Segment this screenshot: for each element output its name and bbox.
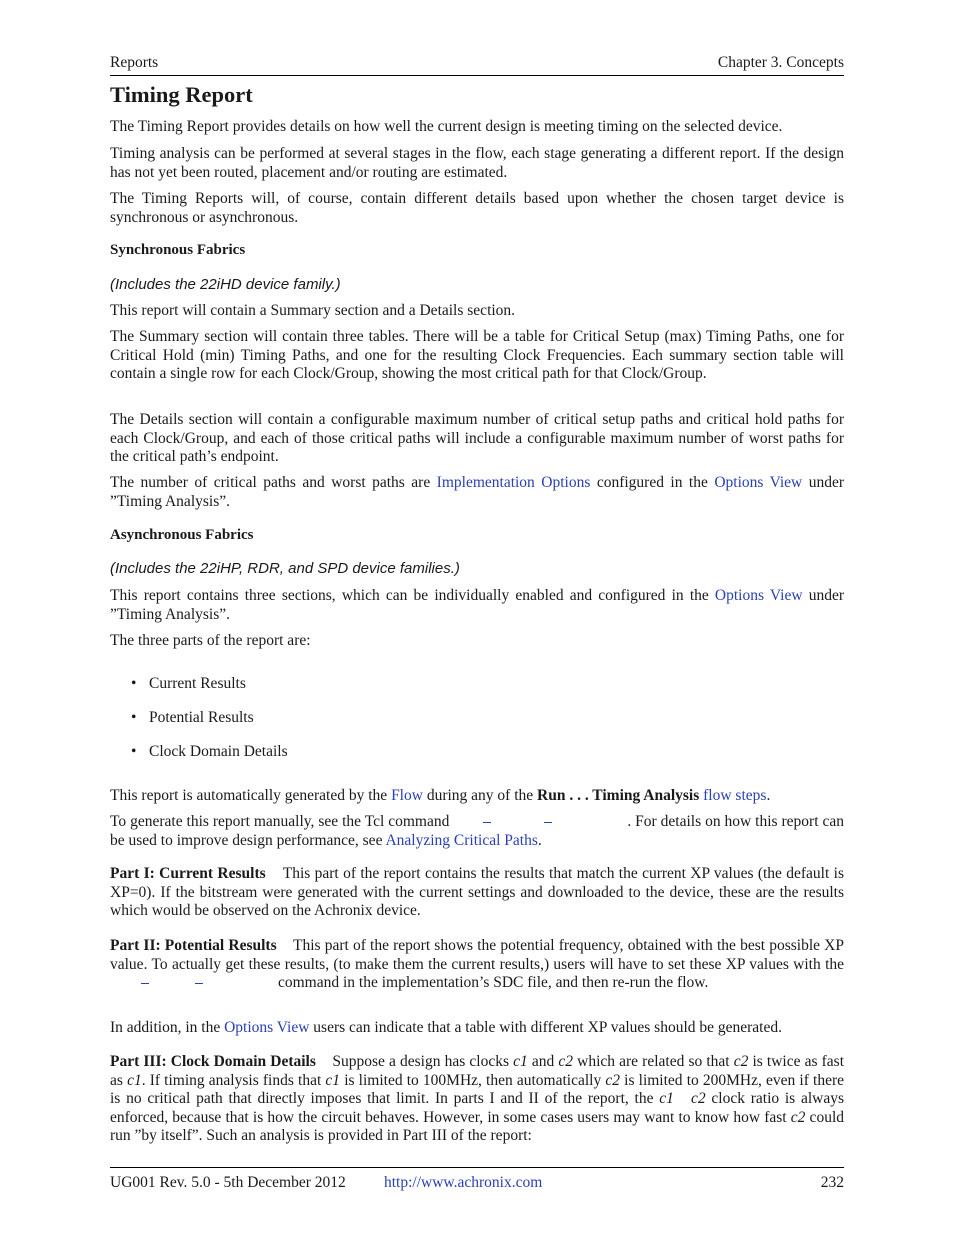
flow-link[interactable]: Flow (391, 787, 423, 804)
sdc-command-link[interactable] (110, 975, 278, 987)
part1-label: Part I: Current Results (110, 865, 266, 882)
flow-steps-link[interactable]: flow steps (703, 787, 767, 804)
part2-addl-paragraph: In addition, in the Options View users can indicate that a table with different XP values should be generated. (110, 1019, 782, 1036)
sync-heading: Synchronous Fabrics (110, 242, 246, 258)
implementation-options-link[interactable]: Implementation Options (436, 474, 591, 491)
tcl-command-link[interactable] (449, 814, 627, 826)
async-paragraph-3: This report is automatically generated by the Flow during any of the Run . . . Timing Analysis flow steps. (110, 787, 771, 804)
footer-url-link[interactable]: http://www.achronix.com (384, 1174, 543, 1191)
sync-paragraph-3: The Details section will contain a configurable maximum number of critical setup paths and critical hold paths for each Clock/Group, and each of those critical paths will include a configurable maximum number of worst paths for the critical path’s endpoint. (110, 411, 844, 466)
part3-label: Part III: Clock Domain Details (110, 1053, 316, 1070)
footer-revision: UG001 Rev. 5.0 - 5th December 2012 (110, 1174, 346, 1191)
header-section: Reports (110, 54, 159, 71)
part2-label: Part II: Potential Results (110, 937, 277, 954)
async-paragraph-2: The three parts of the report are: (110, 632, 311, 649)
bullet-icon: • (131, 743, 137, 760)
header-chapter: Chapter 3. Concepts (717, 54, 844, 71)
sync-paragraph-4: The number of critical paths and worst paths are Implementation Options configured in the Options View under ”Timing Analysis”. (110, 474, 844, 510)
intro-paragraph-3: The Timing Reports will, of course, contain different details based upon whether the chosen target device is synchronous or asynchronous. (110, 190, 844, 226)
sync-note: (Includes the 22iHD device family.) (110, 276, 341, 293)
analyzing-critical-paths-link[interactable]: Analyzing Critical Paths (385, 831, 538, 849)
async-paragraph-1: This report contains three sections, which can be individually enabled and configured in the Options View under ”Timing Analysis”. (110, 587, 845, 623)
options-view-link[interactable]: Options View (714, 474, 803, 491)
async-heading: Asynchronous Fabrics (110, 527, 254, 543)
sync-paragraph-1: This report will contain a Summary section and a Details section. (110, 302, 516, 319)
intro-paragraph-2: Timing analysis can be performed at several stages in the flow, each stage generating a different report. If the design has not yet been routed, placement and/or routing are estimated. (110, 145, 844, 181)
sync-paragraph-2: The Summary section will contain three tables. There will be a table for Critical Setup (max) Timing Paths, one for Critical Hold (min) Timing Paths, and one for the resulting Clock Frequencies. Each summary section table will contain a single row for each Clock/Group, showing the most critical path for that Clock/Group. (110, 328, 844, 383)
page-title: Timing Report (110, 82, 253, 107)
intro-paragraph-1: The Timing Report provides details on how well the current design is meeting timing on the selected device. (110, 118, 783, 135)
options-view-link[interactable]: Options View (714, 587, 803, 604)
part3-paragraph: Part III: Clock Domain Details Suppose a design has clocks c1 and c2 which are related so that c2 is twice as fast as c1. If timing analysis finds that c1 is limited to 100MHz, then automatically c2 is limited to 200MHz, even if there is no critical path that directly imposes that limit. In parts I and II of the report, the c1 c2 clock ratio is always enforced, because that is how the circuit behaves. However, in some cases users may want to know how fast c2 could run ”by itself”. Such an analysis is provided in Part III of the report: (110, 1053, 845, 1145)
async-paragraph-4: To generate this report manually, see the Tcl command . For details on how this report can be used to improve design performance, see Analyzing Critical Paths. (110, 813, 844, 849)
page-number: 232 (820, 1174, 844, 1191)
running-header (110, 54, 844, 72)
async-note: (Includes the 22iHP, RDR, and SPD device families.) (110, 560, 460, 577)
part1-paragraph: Part I: Current Results This part of the report contains the results that match the current XP values (the default is XP=0). If the bitstream were generated with the current settings and downloaded to the device, these are the results which would be observed on the Achronix device. (110, 865, 844, 920)
part2-paragraph: Part II: Potential Results This part of the report shows the potential frequency, obtained with the best possible XP value. To actually get these results, (to make them the current results,) users will have to set these XP values with the command in the implementation’s SDC file, and then re-run the flow. (110, 937, 844, 992)
bullet-icon: • (131, 709, 137, 726)
bullet-icon: • (131, 675, 137, 692)
footer-rule (110, 1167, 844, 1168)
header-rule (110, 75, 844, 76)
options-view-link[interactable]: Options View (224, 1019, 310, 1036)
